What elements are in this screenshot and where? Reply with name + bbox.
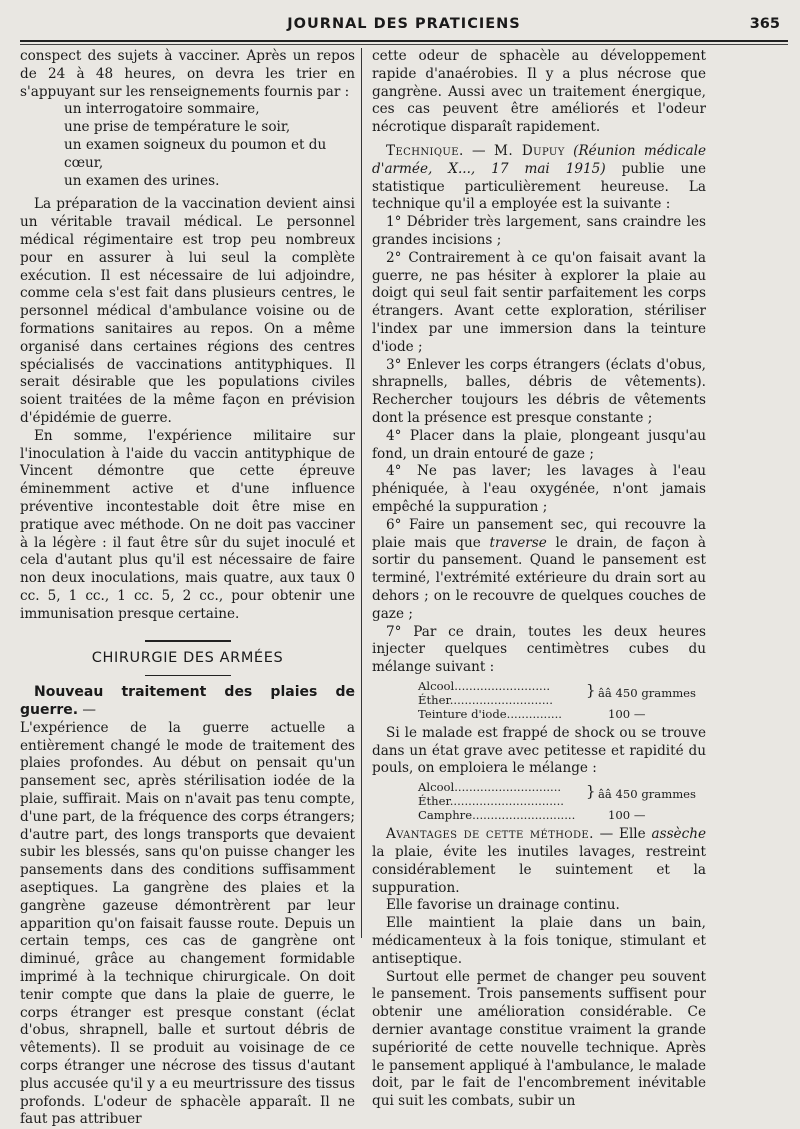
article-title: Nouveau traitement des plaies de guerre.: [20, 684, 355, 719]
recipe-row: [372, 693, 706, 707]
avantages-paragraph: [372, 826, 706, 897]
brace-icon: }: [586, 782, 596, 801]
avantages-label: Avantages de cette méthode.: [386, 826, 594, 843]
step-item: 3° Enlever les corps étrangers (éclats d'obus, shrapnells, balles, débris de vêtements). Rechercher toujours les débris de vêtements dont la présence est presque constante ;: [372, 356, 706, 426]
step-item: 4° Ne pas laver; les lavages à l'eau phéniquée, à l'eau oxygénée, n'ont jamais empêché la suppuration ;: [372, 463, 706, 515]
step6-text-b: le drain, de façon à sortir du pansement. Quand le pansement est terminé, l'extrémité extérieure du drain sort au dehors ; on le recouvre de quelques couches de gaze ;: [372, 534, 707, 622]
technique-paragraph: Technique. — M. Dupuy (Réunion médicale d'armée, X..., 17 mai 1915) publie une statistique particulièrement heureuse. La technique qu'il a employée est la suivante :: [372, 142, 706, 213]
list-item: un interrogatoire sommaire,: [64, 101, 260, 118]
technique-reference: (Réunion médicale d'armée, X..., 17 mai 1915): [372, 142, 706, 177]
paragraph: L'expérience de la guerre actuelle a entièrement changé le mode de traitement des plaies profondes. Au début on pensait qu'un pansement sec, après stérilisation iodée de la plaie, suffirait. Mais on n'avait pas tenu compte, d'une part, de la fréquence des corps étrangers; d'autre part, des longs transports que devaient subir les blessés, sans qu'on puisse changer les pansements dans des conditions suffisamment aseptiques. La gangrène des plaies et la gangrène gazeuse démontrèrent par leur apparition qu'on faisait fausse route. Depuis un certain temps, ces cas de gangrène ont diminué, grâce au changement formidable imprimé à la technique chirurgicale. On doit tenir compte que dans la plaie de guerre, le corps étranger est presque constant (éclat d'obus, shrapnell, balle et surtout débris de vêtements). Il se produit au voisinage de ce corps étranger une nécrose des tissus d'autant plus accusée qu'il y a eu meurtrissure des tissus profonds. L'odeur de sphacèle apparaît. Il ne faut pas attribuer: [20, 719, 355, 1128]
step-item: 2° Contrairement à ce qu'on faisait avant la guerre, ne pas hésiter à explorer la plaie au doigt qui seul fait sentir parfaitement les corps étrangers. Avant cette exploration, stériliser l'index par une immersion dans la teinture d'iode ;: [372, 249, 706, 355]
article-heading-paragraph: Nouveau traitement des plaies de guerre. —: [20, 684, 355, 719]
step-item: 4° Placer dans la plaie, plongeant jusqu'au fond, un drain entouré de gaze ;: [372, 427, 706, 462]
recipe-quantity: 100 —: [608, 808, 646, 823]
paragraph: La préparation de la vaccination devient ainsi un véritable travail médical. Le personnel médical régimentaire est trop peu nombreux pour en assurer à lui seul la complète exécution. Il est nécessaire de lui adjoindre, comme cela s'est fait dans plusieurs centres, le personnel médical d'ambulance voisine ou de formations sanitaires au repos. On a même organisé dans certaines régions des centres spécialisés de vaccinations antityphiques. Il serait désirable que les populations civiles soient traitées de la même façon en prévision d'épidémie de guerre.: [20, 196, 355, 426]
paragraph: En somme, l'expérience militaire sur l'inoculation à l'aide du vaccin antityphique de Vincent démontre que cette épreuve éminemment active et d'une influence préventive incontestable doit être mise en pratique avec méthode. On ne doit pas vacciner à la légère : il faut être sûr du sujet inoculé et cela d'autant plus qu'il est nécessaire de faire non deux inoculations, mais quatre, aux taux 0 cc. 5, 1 cc., 1 cc. 5, 2 cc., pour obtenir une immunisation presque certaine.: [20, 427, 355, 622]
recipe-ingredient: Teinture d'iode...............: [418, 706, 562, 721]
left-column: [20, 48, 355, 1128]
step-item: [372, 517, 706, 624]
recipe-ingredient: Alcool.............................: [418, 780, 562, 795]
page-number: 365: [749, 16, 780, 32]
recipe-dose: ââ 450 grammes: [598, 685, 696, 700]
recipe-row: [372, 707, 706, 721]
step-item: 1° Débrider très largement, sans craindre les grandes incisions ;: [372, 214, 706, 248]
recipe-ingredient: Éther............................: [418, 692, 553, 707]
paragraph: cette odeur de sphacèle au développement rapide d'anaérobies. Il y a plus nécrose que gangrène. Aussi avec un traitement énergique, ces cas peuvent être améliorés et l'odeur nécrotique disparaît rapidement.: [372, 48, 706, 136]
column-divider: [361, 48, 362, 938]
page-header: [20, 16, 788, 38]
section-title: CHIRURGIE DES ARMÉES: [91, 649, 284, 666]
list-item: une prise de température le soir,: [64, 119, 291, 136]
right-column: [372, 48, 707, 1110]
technique-label: Technique.: [386, 142, 464, 159]
paragraph: Elle maintient la plaie dans un bain, médicamenteux à la fois tonique, stimulant et antiseptique.: [372, 915, 706, 967]
avantages-text-b: la plaie, évite les inutiles lavages, restreint considérablement le suintement et la suppuration.: [372, 844, 706, 896]
paragraph: Si le malade est frappé de shock ou se trouve dans un état grave avec petitesse et rapidité du pouls, on emploiera le mélange :: [372, 724, 706, 777]
recipe-row: [372, 794, 706, 808]
recipe-ingredient: Camphre............................: [418, 808, 576, 823]
step-item: 7° Par ce drain, toutes les deux heures injecter quelques centimètres cubes du mélange suivant :: [372, 623, 706, 676]
list-item: un examen des urines.: [64, 172, 220, 189]
step6-text-a: 6° Faire un pansement sec, qui recouvre la plaie mais que: [372, 516, 706, 551]
section-rule-top: [145, 640, 231, 642]
step6-emphasis: traverse: [489, 534, 547, 551]
recipe-block: [372, 780, 706, 822]
technique-author: M. Dupuy: [494, 142, 565, 159]
recipe-block: [372, 679, 706, 721]
paragraph: conspect des sujets à vacciner. Après un repos de 24 à 48 heures, on devra les trier en s'appuyant sur les renseignements fournis par :: [20, 48, 355, 100]
technique-text: publie une statistique particulièrement heureuse. La technique qu'il a employée est la suivante :: [372, 160, 706, 213]
recipe-ingredient: Éther...............................: [418, 794, 564, 809]
paragraph: Surtout elle permet de changer peu souvent le pansement. Trois pansements suffisent pour obtenir une amélioration considérable. Ce dernier avantage constitue vraiment la grande supériorité de cette nouvelle technique. Après le pansement appliqué à l'ambulance, le malade doit, par le fait de l'encombrement inévitable qui suit les combats, subir un: [372, 968, 706, 1110]
avantages-emphasis: assèche: [651, 826, 706, 843]
journal-title: JOURNAL DES PRATICIENS: [287, 16, 521, 32]
list-item: un examen soigneux du poumon et du cœur,: [64, 136, 327, 171]
header-rule: [20, 40, 788, 45]
recipe-quantity: 100 —: [608, 706, 646, 721]
avantages-text-a: — Elle: [599, 826, 646, 843]
brace-icon: }: [586, 680, 596, 699]
recipe-ingredient: Alcool..........................: [418, 678, 551, 693]
paragraph: Elle favorise un drainage continu.: [386, 897, 620, 914]
section-rule-bottom: [145, 675, 231, 676]
recipe-row: [372, 808, 706, 822]
recipe-dose: ââ 450 grammes: [598, 787, 696, 802]
